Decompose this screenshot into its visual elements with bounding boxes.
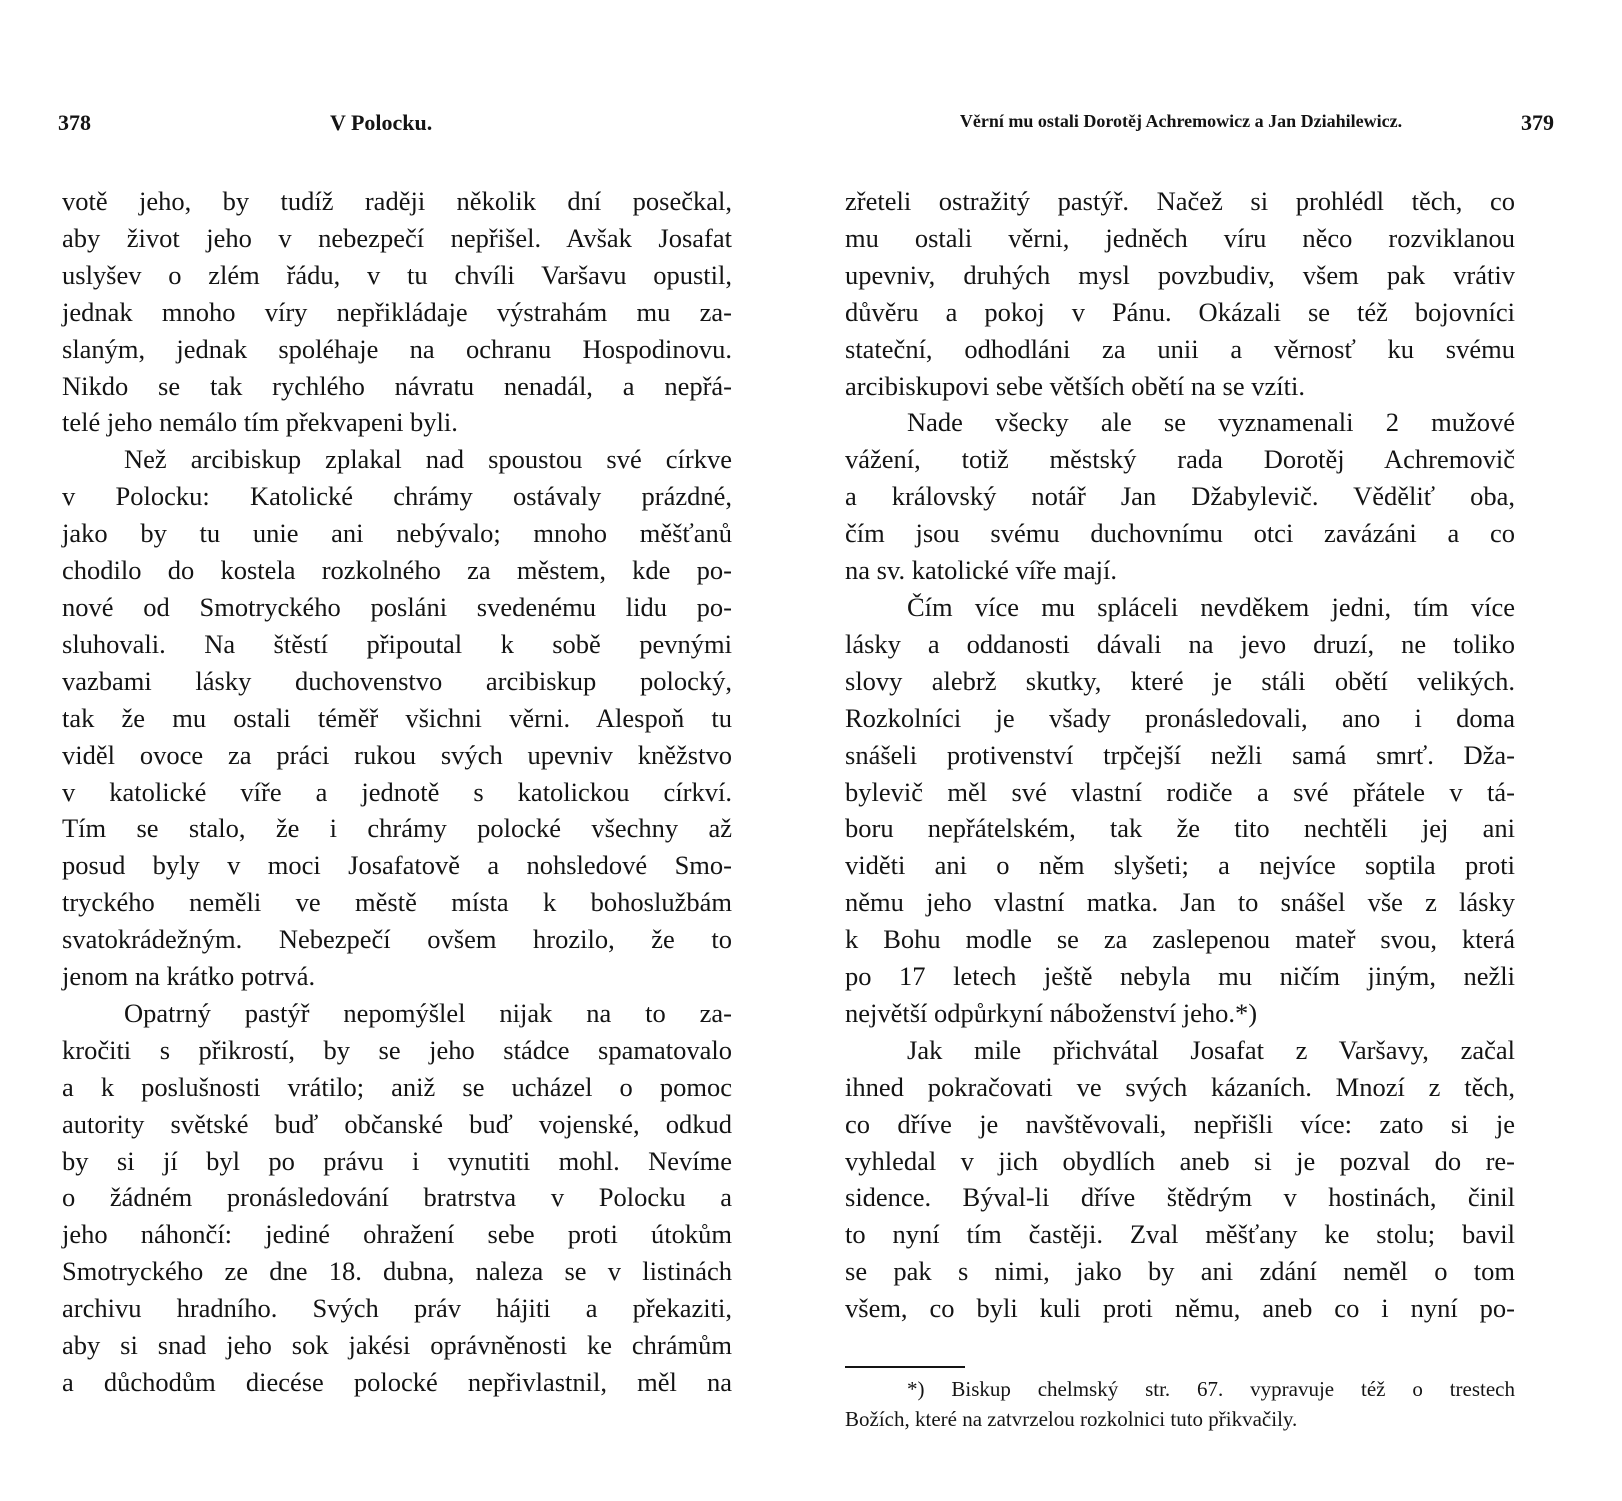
text-line: posud byly v moci Josafatově a nohsledové Smo- <box>62 850 732 881</box>
text-line: mu ostali věrni, jedněch víru něco rozviklanou <box>845 222 1515 253</box>
text-line: votě jeho, by tudíž raději několik dní posečkal, <box>62 186 732 216</box>
text-line: telé jeho nemálo tím překvapeni byli. <box>62 407 458 438</box>
text-line: slaným, jednak spoléhaje na ochranu Hospodinovu. <box>62 333 732 364</box>
text-line: co dříve je navštěvovali, nepřišli více: zato si je <box>845 1108 1515 1139</box>
text-line: Nade všecky ale se vyznamenali 2 mužové <box>907 407 1515 438</box>
text-line: v Polocku: Katolické chrámy ostávaly prázdné, <box>62 481 732 512</box>
text-line: aby si snad jeho sok jakési oprávněnosti ke chrámům <box>62 1330 732 1361</box>
footnote <box>845 1374 1515 1434</box>
text-line: slovy alebrž skutky, které je stáli obětí velikých. <box>845 665 1515 696</box>
text-line: k Bohu modle se za zaslepenou mateř svou, která <box>845 924 1515 955</box>
text-line: viděti ani o něm slyšeti; a nejvíce soptila proti <box>845 850 1515 881</box>
text-line: viděl ovoce za práci rukou svých upevniv kněžstvo <box>62 739 732 770</box>
text-line: stateční, odhodláni za unii a věrnosť ku svému <box>845 333 1515 364</box>
text-line: upevniv, druhých mysl povzbudiv, všem pak vrátiv <box>845 259 1515 290</box>
text-line: největší odpůrkyní náboženství jeho.*) <box>845 997 1258 1028</box>
text-line: jednak mnoho víry nepřikládaje výstrahám mu za- <box>62 296 732 327</box>
text-line: se pak s nimi, jako by ani zdání neměl o tom <box>845 1256 1515 1287</box>
text-line: jeho náhončí: jediné ohražení sebe proti útokům <box>62 1219 732 1250</box>
text-line: lásky a oddanosti dávali na jevo druzí, ne toliko <box>845 628 1515 659</box>
text-line: svatokrádežným. Nebezpečí ovšem hrozilo, že to <box>62 924 732 955</box>
text-line: archivu hradního. Svých práv hájiti a překaziti, <box>62 1293 732 1324</box>
running-title: V Polocku. <box>330 110 433 135</box>
text-line: by si jí byl po právu i vynutiti mohl. Nevíme <box>62 1145 732 1176</box>
text-line: Rozkolníci je všady pronásledovali, ano i doma <box>845 702 1515 733</box>
text-line: uslyšev o zlém řádu, v tu chvíli Varšavu opustil, <box>62 259 732 290</box>
body-text <box>845 183 1515 1327</box>
text-line: němu jeho vlastní matka. Jan to snášel vše z lásky <box>845 887 1515 918</box>
text-line: Tím se stalo, že i chrámy polocké všechny až <box>62 813 732 844</box>
page-number: 378 <box>58 110 91 135</box>
text-line: chodilo do kostela rozkolného za městem, kde po- <box>62 555 732 586</box>
running-title: Věrní mu ostali Dorotěj Achremowicz a Jan Dziahilewicz. <box>959 111 1403 131</box>
body-text <box>62 183 732 1401</box>
text-line: Čím více mu spláceli nevděkem jedni, tím více <box>907 591 1515 622</box>
text-line: všem, co byli kuli proti němu, aneb co i nyní po- <box>845 1293 1515 1324</box>
text-line: sidence. Býval-li dříve štědrým v hostinách, činil <box>845 1182 1515 1213</box>
text-line: a královský notář Jan Džabylevič. Věděliť oba, <box>845 481 1515 512</box>
page-number: 379 <box>1521 110 1554 135</box>
text-line: arcibiskupovi sebe větších obětí na se vzíti. <box>845 370 1305 401</box>
text-line: vazbami lásky duchovenstvo arcibiskup polocký, <box>62 665 732 696</box>
text-line: tak že mu ostali téměř všichni věrni. Alespoň tu <box>62 702 732 733</box>
text-line: to nyní tím častěji. Zval měšťany ke stolu; bavil <box>845 1219 1515 1250</box>
text-line: po 17 letech ještě nebyla mu ničím jiným, nežli <box>845 961 1515 992</box>
text-line: vážení, totiž městský rada Dorotěj Achremovič <box>845 444 1515 475</box>
text-line: zřeteli ostražitý pastýř. Načež si prohlédl těch, co <box>845 186 1515 216</box>
text-line: a důchodům diecése polocké nepřivlastnil, měl na <box>62 1367 732 1397</box>
text-line: čím jsou svému duchovnímu otci zavázáni a co <box>845 518 1515 549</box>
text-line: jako by tu unie ani nebývalo; mnoho měšťanů <box>62 518 732 549</box>
text-line: aby život jeho v nebezpečí nepřišel. Avšak Josafat <box>62 222 732 253</box>
right-page <box>811 0 1622 1501</box>
text-line: a k poslušnosti vrátilo; aniž se ucházel o pomoc <box>62 1071 732 1102</box>
text-line: snášeli protivenství trpčejší nežli samá smrť. Dža- <box>845 739 1515 770</box>
text-line: autority světské buď občanské buď vojenské, odkud <box>62 1108 732 1139</box>
text-line: bylevič měl své vlastní rodiče a své přátele v tá- <box>845 776 1515 807</box>
text-line: v katolické víře a jednotě s katolickou církví. <box>62 776 732 807</box>
footnote-rule <box>845 1366 965 1368</box>
text-line: boru nepřátelském, tak že tito nechtěli jej ani <box>845 813 1515 844</box>
text-line: vyhledal v jich obydlích aneb si je pozval do re- <box>845 1145 1515 1176</box>
text-line: Božích, které na zatvrzelou rozkolnici tuto přikvačily. <box>845 1407 1298 1431</box>
text-line: Nikdo se tak rychlého návratu nenadál, a nepřá- <box>62 370 732 401</box>
text-line: na sv. katolické víře mají. <box>845 555 1118 586</box>
text-line: Jak mile přichvátal Josafat z Varšavy, začal <box>907 1034 1515 1065</box>
text-line: jenom na krátko potrvá. <box>62 961 316 992</box>
text-line: ihned pokračovati ve svých kázaních. Mnozí z těch, <box>845 1071 1515 1102</box>
text-line: o žádném pronásledování bratrstva v Polocku a <box>62 1182 732 1213</box>
text-line: *) Biskup chelmský str. 67. vypravuje též o trestech <box>907 1377 1515 1401</box>
text-line: nové od Smotryckého posláni svedenému lidu po- <box>62 591 732 622</box>
text-line: tryckého neměli ve městě místa k bohoslužbám <box>62 887 732 918</box>
text-line: Opatrný pastýř nepomýšlel nijak na to za- <box>124 997 732 1028</box>
text-line: důvěru a pokoj v Pánu. Okázali se též bojovníci <box>845 296 1515 327</box>
text-line: kročiti s přikrostí, by se jeho stádce spamatovalo <box>62 1034 732 1065</box>
text-line: sluhovali. Na štěstí připoutal k sobě pevnými <box>62 628 732 659</box>
text-line: Smotryckého ze dne 18. dubna, naleza se v listinách <box>62 1256 732 1287</box>
text-line: Než arcibiskup zplakal nad spoustou své církve <box>124 444 732 475</box>
